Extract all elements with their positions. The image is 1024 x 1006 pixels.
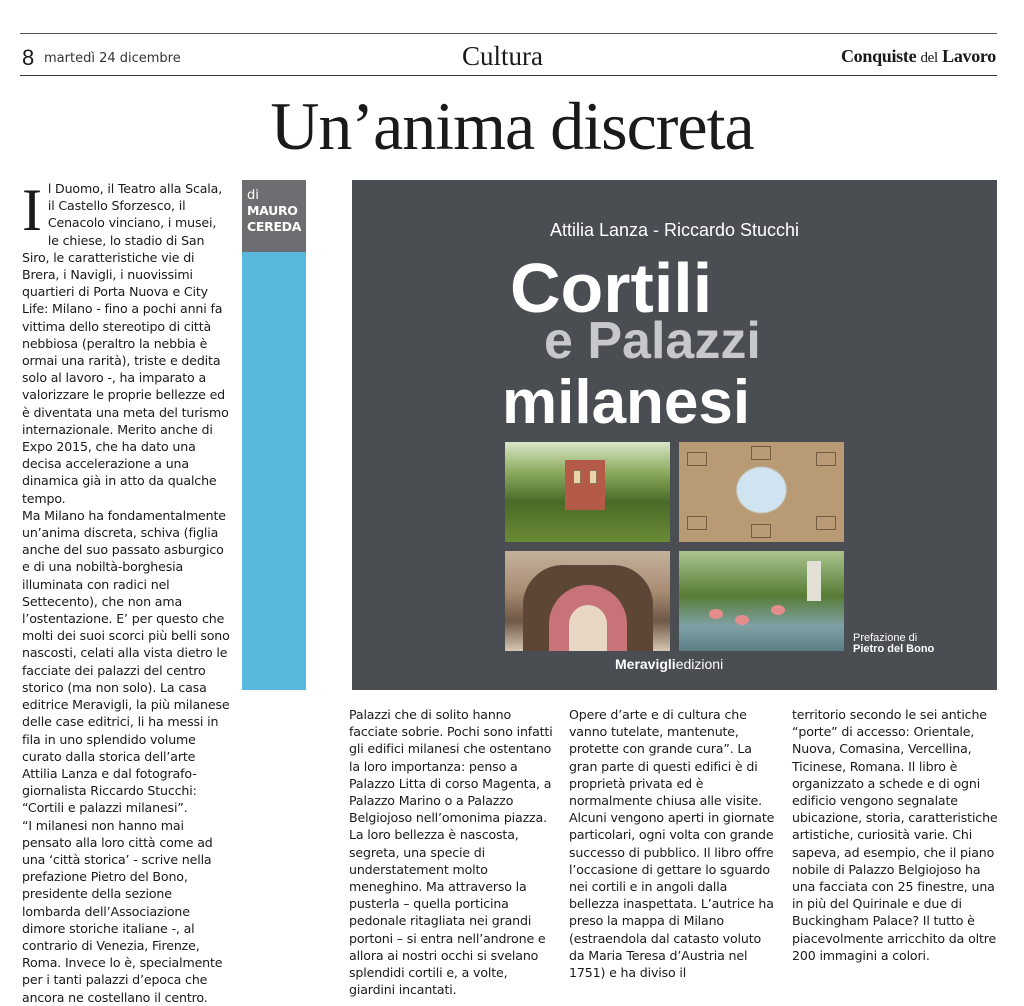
article-column-2 xyxy=(349,706,555,998)
cover-publisher-logo xyxy=(615,656,723,672)
byline-prefix: di xyxy=(247,188,259,203)
book-cover-image xyxy=(352,180,997,690)
cover-title-line-3: milanesi xyxy=(502,368,751,437)
paragraph: l Duomo, il Teatro alla Scala, il Castello Sforzesco, il Cenacolo vinciano, i musei, le chiese, lo stadio di San Siro, le caratteristiche vie di Brera, i Navigli, i nuovissimi quartieri di Porta Nuova e City Life: Milano - fino a pochi anni fa vittima dello stereotipo di città nebbiosa (peraltro la nebbia è ormai una rarità), triste e dedita solo al lavoro -, ha imparato a valorizzare le proprie bellezze ed è diventata una meta del turismo internazionale. Merito anche di Expo 2015, che ha dato una decisa accelerazione a una dinamica già in atto da qualche tempo. xyxy=(22,181,229,506)
masthead xyxy=(841,46,996,67)
article-column-3 xyxy=(569,706,777,981)
masthead-word-2: del xyxy=(920,50,938,66)
cover-authors: Attilia Lanza - Riccardo Stucchi xyxy=(549,220,800,240)
paragraph: “I milanesi non hanno mai pensato alla loro città come ad una ‘città storica’ - scrive nella prefazione Pietro del Bono, presidente della sezione lombarda dell’Associazione dimore storiche italiane -, al contrario di Venezia, Firenze, Roma. Invece lo è, specialmente per i tanti palazzi d’epoca che ancora ne costellano il centro. xyxy=(22,817,223,1005)
publisher-name: Meravigli xyxy=(615,656,676,672)
issue-date: martedì 24 dicembre xyxy=(44,51,181,66)
masthead-word-1: Conquiste xyxy=(840,46,917,66)
cover-title-line-1: Cortili xyxy=(510,249,713,327)
paragraph: Ma Milano ha fondamentalmente un’anima discreta, schiva (figlia anche del suo passato asburgico e di una nobiltà-borghesia illuminata con radici nel Settecento), che non ama l’ostentazione. E’ per questo che molti dei suoi scorci più belli sono nascosti, celati alla vista dietro le facciate dei palazzi del centro storico (ma non solo). La casa editrice Meravigli, la più milanese delle case editrici, li ha messi in fila in uno splendido volume curato dalla storica dell’arte Attilia Lanza e dal fotografo-giornalista Riccardo Stucchi: “Cortili e palazzi milanesi”. xyxy=(22,507,230,816)
cover-photo-flamingo-garden xyxy=(679,551,844,651)
article-column-4 xyxy=(792,706,1000,964)
masthead-word-3: Lavoro xyxy=(942,46,996,66)
page-number: 8 xyxy=(22,45,35,70)
cover-title-line-2: e Palazzi xyxy=(544,312,761,370)
cover-photo-portico-courtyard xyxy=(505,551,670,651)
paragraph: Palazzi che di solito hanno facciate sobrie. Pochi sono infatti gli edifici milanesi che ostentano la loro importanza: penso a Palazzo Litta di corso Magenta, a Palazzo Marino o a Palazzo Belgiojoso nell’omonima piazza. La loro bellezza è nascosta, segreta, una specie di understatement molto meneghino. Ma attraverso la pusterla – quella porticina pedonale ritagliata nei grandi portoni – si entra nell’androne e allora ai nostri occhi si svelano splendidi cortili e, a volte, giardini incantati. xyxy=(349,707,553,998)
section-title: Cultura xyxy=(462,41,543,71)
publisher-suffix: edizioni xyxy=(675,656,724,672)
author-first-name: MAURO xyxy=(247,203,298,218)
paragraph: Opere d’arte e di cultura che vanno tutelate, mantenute, protette con grande cura”. La gran parte di questi edifici è di proprietà privata ed è normalmente chiusa alle visite. Alcuni vengono aperti in giornate particolari, ogni volta con grande successo di pubblico. Il libro offre l’occasione di gettare lo sguardo nei cortili e in angoli dalla bellezza inaspettata. L’autrice ha preso la mappa di Milano (estraendola dal catasto voluto da Maria Teresa d’Austria nel 1751) e ha diviso il xyxy=(569,707,775,981)
top-rule xyxy=(20,33,997,34)
byline-bar xyxy=(242,180,306,690)
cover-photo-garden-courtyard xyxy=(505,442,670,542)
header-rule xyxy=(20,75,997,76)
cover-preface-author: Pietro del Bono xyxy=(853,643,935,655)
article-column-1 xyxy=(22,177,230,1006)
byline-box xyxy=(242,180,306,252)
cover-preface-label: Prefazione di xyxy=(853,632,918,644)
drop-cap: I xyxy=(22,177,42,243)
headline: Un’anima discreta xyxy=(270,88,754,164)
author-last-name: CEREDA xyxy=(247,219,302,234)
cover-photo-octagonal-courtyard xyxy=(679,442,844,542)
paragraph: territorio secondo le sei antiche “porte” di accesso: Orientale, Nuova, Comasina, Vercellina, Ticinese, Romana. Il libro è organizzato a schede e di ogni edificio vengono segnalate ubicazione, storia, caratteristiche artistiche, curiosità varie. Chi sapeva, ad esempio, che il piano nobile di Palazzo Belgiojoso ha una facciata con 25 finestre, una in più del Quirinale e due di Buckingham Palace? Il tutto è piacevolmente arricchito da oltre 200 immagini a colori. xyxy=(792,707,998,963)
